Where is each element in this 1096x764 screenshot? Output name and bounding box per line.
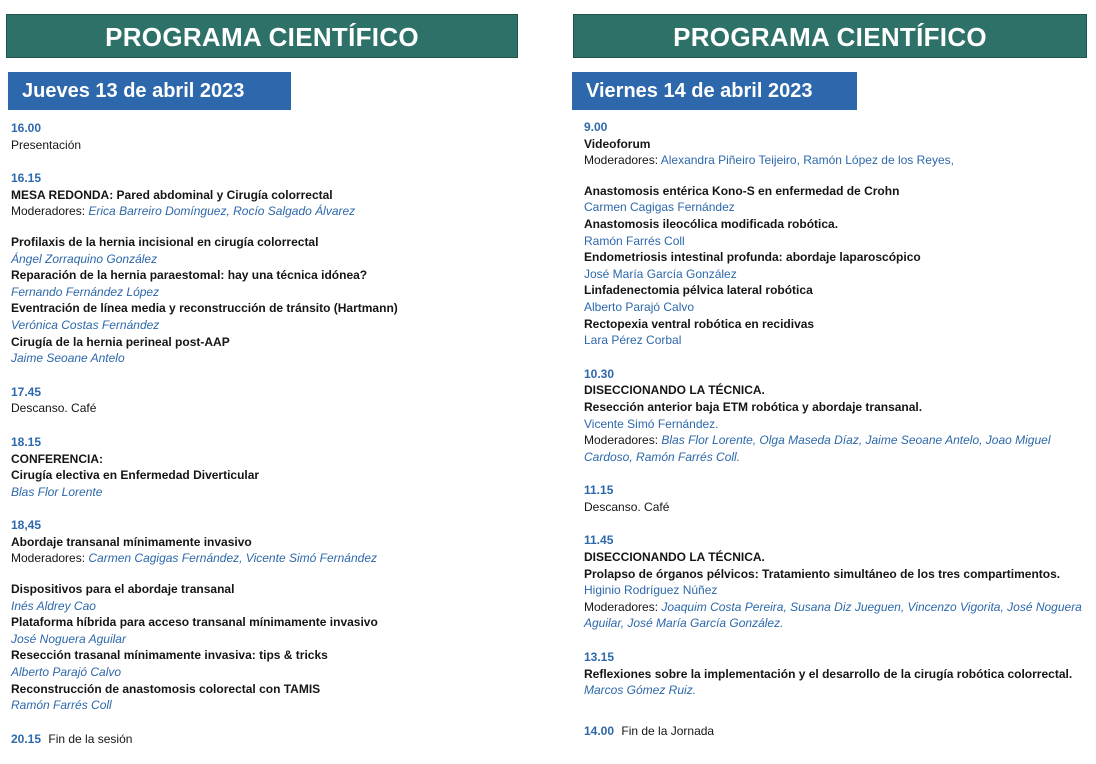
session-subtitle: Cirugía electiva en Enfermedad Diverticular	[11, 468, 260, 483]
talk-title: Profilaxis de la hernia incisional en cirugía colorrectal	[11, 234, 319, 249]
time: 18,45	[11, 518, 42, 533]
slot-1030	[584, 366, 1092, 466]
session-title: Reflexiones sobre la implementación y el desarrollo de la cirugía robótica colorrectal.	[584, 666, 1073, 681]
time: 16.00	[11, 121, 42, 135]
speaker: José María García González	[584, 266, 737, 281]
session-subtitle: Resección anterior baja ETM robótica y abordaje transanal.	[584, 399, 923, 414]
moderators-label: Moderadores:	[11, 551, 86, 566]
left-day-tab: Jueves 13 de abril 2023	[8, 72, 291, 110]
slot-text: Descanso. Café	[11, 401, 97, 416]
moderators-names: Alexandra Piñeiro Teijeiro, Ramón López de los Reyes,	[660, 153, 954, 168]
slot-text: Descanso. Café	[584, 499, 670, 514]
slot-end	[584, 723, 1092, 740]
session-title: MESA REDONDA: Pared abdominal y Cirugía colorrectal	[11, 187, 333, 202]
time: 20.15	[11, 731, 42, 746]
slot-1115	[584, 482, 1092, 515]
speaker: Alberto Parajó Calvo	[584, 299, 695, 314]
talk-title: Dispositivos para el abordaje transanal	[11, 582, 235, 597]
left-program-header: PROGRAMA CIENTÍFICO	[6, 14, 518, 58]
slot-1600	[11, 120, 521, 153]
talk-title: Reparación de la hernia paraestomal: hay una técnica idónea?	[11, 268, 368, 283]
speaker: Vicente Simó Fernández.	[584, 416, 719, 431]
talk-title: Linfadenectomia pélvica lateral robótica	[584, 283, 813, 298]
speaker: Lara Pérez Corbal	[584, 333, 682, 348]
time: 10.30	[584, 366, 615, 381]
slot-1815	[11, 434, 521, 500]
time: 14.00	[584, 723, 615, 738]
speaker: Ángel Zorraquino González	[11, 251, 158, 266]
moderators-names: Carmen Cagigas Fernández, Vicente Simó Fernández	[88, 551, 377, 566]
speaker: Carmen Cagigas Fernández	[584, 200, 735, 215]
moderators-label: Moderadores:	[584, 433, 659, 448]
talk-title: Endometriosis intestinal profunda: abordaje laparoscópico	[584, 250, 921, 265]
speaker: Higinio Rodríguez Núñez	[584, 583, 718, 598]
left-schedule	[11, 120, 521, 764]
moderators	[584, 432, 1092, 449]
slot-1145	[584, 532, 1092, 632]
speaker: Marcos Gómez Ruiz.	[584, 683, 697, 698]
moderators-names: Blas Flor Lorente, Olga Maseda Díaz, Jaime Seoane Antelo, Joao Miguel	[661, 433, 1051, 448]
session-title: DISECCIONANDO LA TÉCNICA.	[584, 550, 765, 565]
slot-1745	[11, 384, 521, 417]
moderators-names-cont: Cardoso, Ramón Farrés Coll.	[584, 449, 741, 464]
talk-title: Anastomosis ileocólica modificada robótica.	[584, 216, 839, 231]
time: 16.15	[11, 171, 42, 186]
time: 13.15	[584, 650, 615, 665]
session-title: DISECCIONANDO LA TÉCNICA.	[584, 383, 765, 398]
speaker: Inés Aldrey Cao	[11, 598, 96, 613]
slot-text: Presentación	[11, 137, 82, 152]
talk-title: Plataforma híbrida para acceso transanal mínimamente invasivo	[11, 615, 378, 630]
moderators-names-cont: Aguilar, José María García González.	[584, 616, 784, 631]
time: 9.00	[584, 120, 608, 134]
talk-title: Reconstrucción de anastomosis colorectal con TAMIS	[11, 681, 321, 696]
slot-end	[11, 731, 521, 748]
moderators	[11, 203, 521, 220]
moderators	[584, 599, 1092, 616]
slot-text: Fin de la Jornada	[621, 723, 715, 738]
moderators	[584, 152, 1092, 169]
speaker: Verónica Costas Fernández	[11, 317, 160, 332]
right-program-header: PROGRAMA CIENTÍFICO	[573, 14, 1087, 58]
speaker: Jaime Seoane Antelo	[11, 351, 125, 366]
talk-title: Rectopexia ventral robótica en recidivas	[584, 316, 815, 331]
moderators-names: Erica Barreiro Domínguez, Rocío Salgado Álvarez	[88, 204, 356, 219]
session-subtitle: Prolapso de órganos pélvicos: Tratamiento simultáneo de los tres compartimentos.	[584, 566, 1061, 581]
moderators-label: Moderadores:	[11, 204, 86, 219]
slot-900	[584, 119, 1092, 349]
slot-1615	[11, 170, 521, 367]
slot-1845	[11, 517, 521, 714]
moderators	[11, 550, 521, 567]
moderators-label: Moderadores:	[584, 153, 659, 168]
session-title: Videoforum	[584, 136, 651, 151]
talk-title: Anastomosis entérica Kono-S en enfermedad de Crohn	[584, 183, 900, 198]
right-schedule	[584, 119, 1092, 756]
time: 11.45	[584, 533, 614, 548]
right-day-tab: Viernes 14 de abril 2023	[572, 72, 857, 110]
speaker: Blas Flor Lorente	[11, 484, 103, 499]
time: 18.15	[11, 434, 42, 449]
time: 17.45	[11, 384, 42, 399]
speaker: José Noguera Aguilar	[11, 631, 126, 646]
session-title: Abordaje transanal mínimamente invasivo	[11, 534, 252, 549]
speaker: Ramón Farrés Coll	[584, 233, 685, 248]
moderators-label: Moderadores:	[584, 599, 659, 614]
session-title: CONFERENCIA:	[11, 451, 103, 466]
speaker: Alberto Parajó Calvo	[11, 665, 122, 680]
speaker: Ramón Farrés Coll	[11, 698, 112, 713]
talk-title: Resección trasanal mínimamente invasiva: tips & tricks	[11, 648, 328, 663]
moderators-names: Joaquim Costa Pereira, Susana Diz Jueguen, Vincenzo Vigorita, José Noguera	[661, 599, 1082, 614]
talk-title: Cirugía de la hernia perineal post-AAP	[11, 334, 230, 349]
slot-1315	[584, 649, 1092, 699]
time: 11.15	[584, 483, 614, 498]
slot-text: Fin de la sesión	[48, 731, 133, 746]
talk-title: Eventración de línea media y reconstrucción de tránsito (Hartmann)	[11, 301, 398, 316]
speaker: Fernando Fernández López	[11, 284, 160, 299]
